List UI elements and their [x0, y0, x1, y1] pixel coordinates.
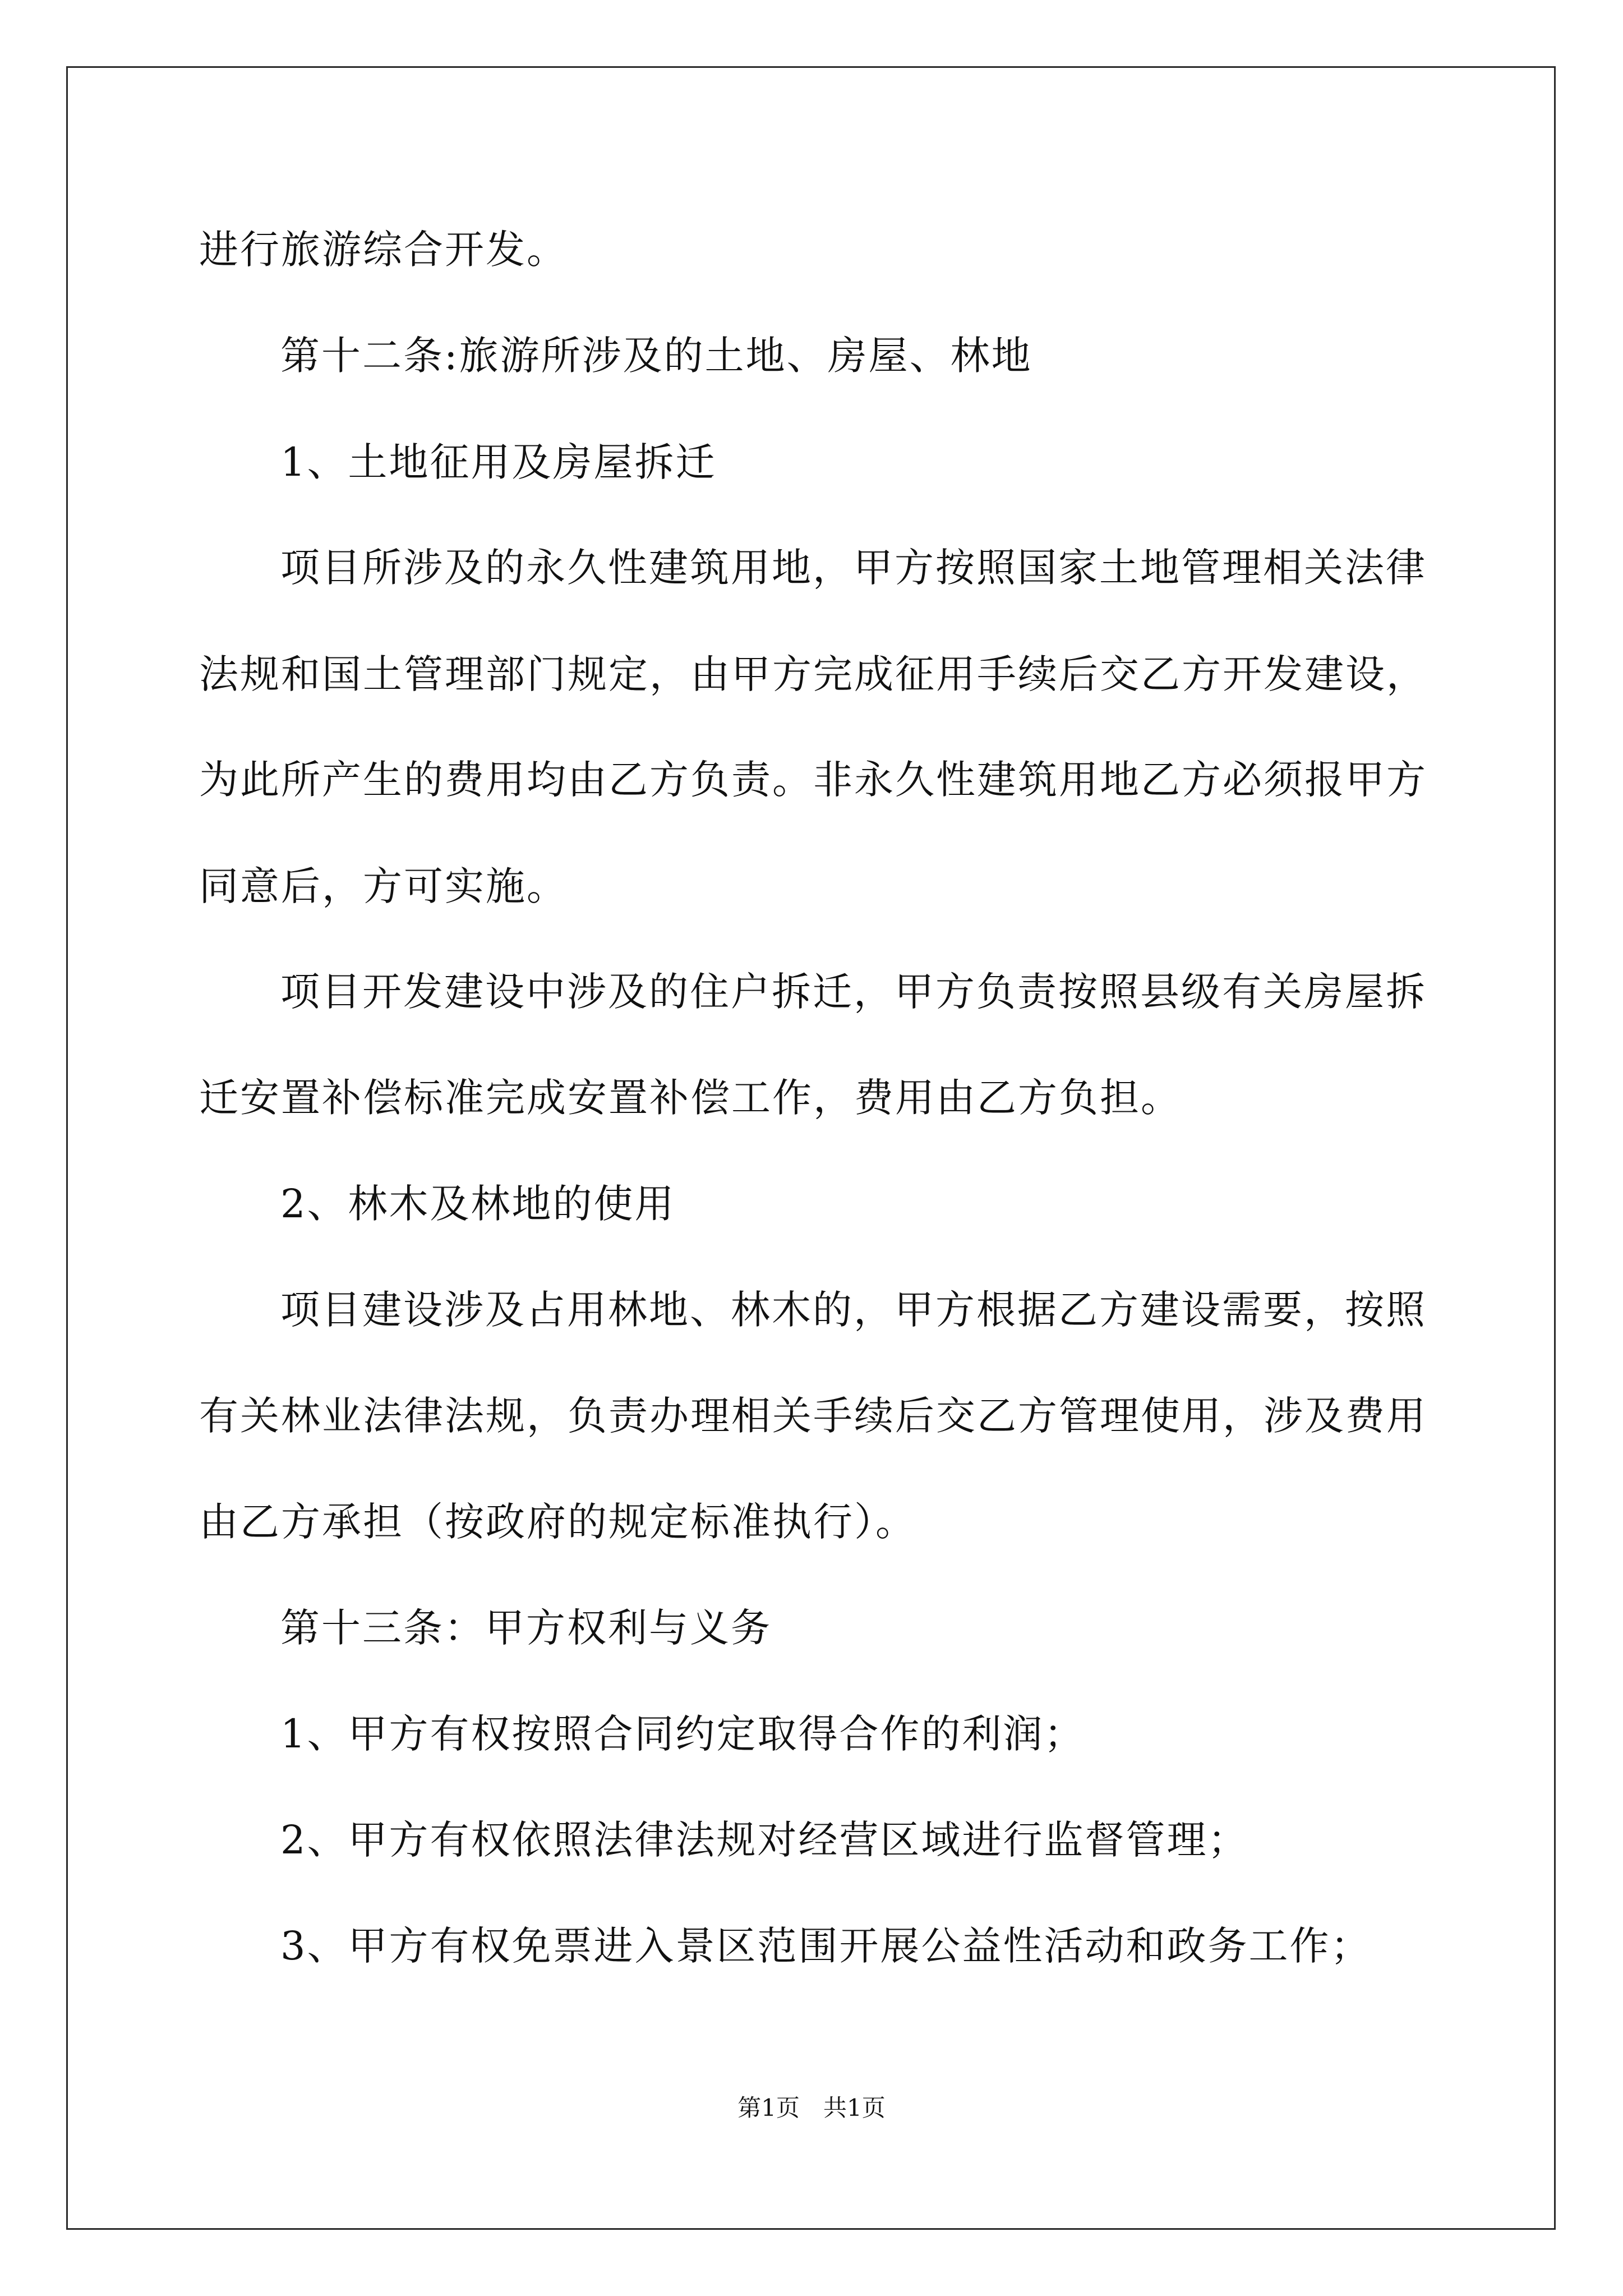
text-line: 同意后，方可实施。: [199, 863, 568, 909]
section-heading: 1、土地征用及房屋拆迁: [280, 439, 717, 485]
text-line: 项目建设涉及占用林地、林木的，甲方根据乙方建设需要，按照: [280, 1287, 1427, 1333]
text-line: 法规和国土管理部门规定，由甲方完成征用手续后交乙方开发建设，: [199, 651, 1427, 697]
text-line: 由乙方承担（按政府的规定标准执行）。: [199, 1499, 916, 1545]
page-border: [66, 66, 1556, 2230]
article-heading: 第十二条:旅游所涉及的土地、房屋、林地: [280, 333, 1032, 379]
text-line: 项目所涉及的永久性建筑用地，甲方按照国家土地管理相关法律: [280, 545, 1427, 591]
text-line: 项目开发建设中涉及的住户拆迁，甲方负责按照县级有关房屋拆: [280, 969, 1427, 1015]
list-item: 3、甲方有权免票进入景区范围开展公益性活动和政务工作；: [280, 1923, 1372, 1969]
section-heading: 2、林木及林地的使用: [280, 1181, 676, 1227]
text-line: 有关林业法律法规，负责办理相关手续后交乙方管理使用，涉及费用: [199, 1393, 1427, 1439]
text-line: 迁安置补偿标准完成安置补偿工作，费用由乙方负担。: [199, 1075, 1182, 1121]
list-item: 2、甲方有权依照法律法规对经营区域进行监督管理；: [280, 1817, 1249, 1863]
page-number-footer: 第1页 共1页: [737, 2094, 886, 2122]
text-line: 为此所产生的费用均由乙方负责。非永久性建筑用地乙方必须报甲方: [199, 757, 1427, 803]
text-line: 进行旅游综合开发。: [199, 227, 568, 273]
list-item: 1、甲方有权按照合同约定取得合作的利润；: [280, 1711, 1085, 1757]
article-heading: 第十三条：甲方权利与义务: [280, 1605, 772, 1651]
